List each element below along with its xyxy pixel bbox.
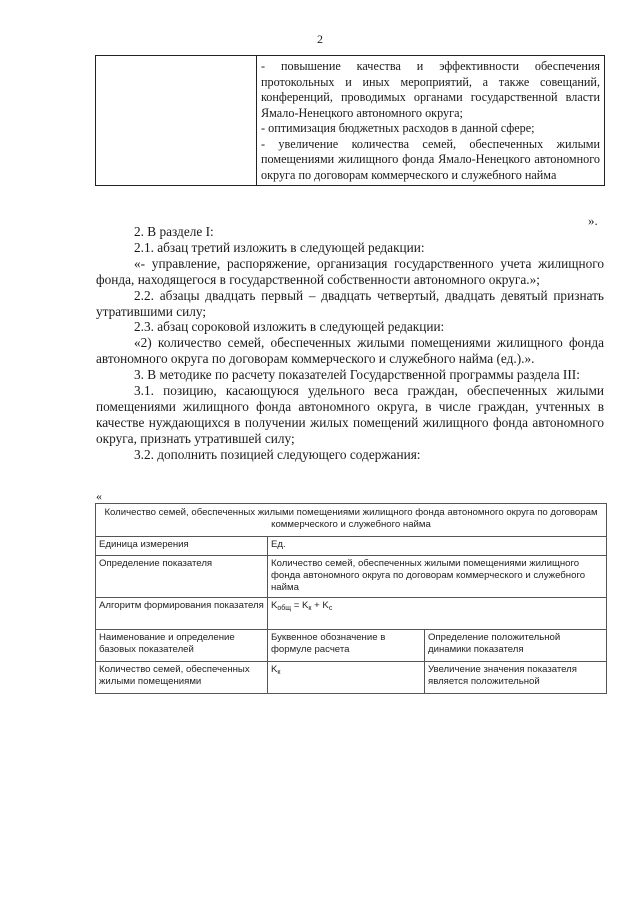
goals-cell: [257, 56, 605, 186]
paragraph-2-2: 2.2. абзацы двадцать первый – двадцать четвертый, двадцать девятый признать утратившими силу;: [96, 287, 604, 319]
col-header-dynamics: Определение положительной динамики показателя: [425, 630, 607, 662]
paragraph-3: 3. В методике по расчету показателей Государственной программы раздела III:: [134, 367, 580, 383]
goals-table-fragment: [95, 55, 605, 186]
base-indicator-name: Количество семей, обеспеченных жилыми помещениями: [96, 662, 268, 694]
unit-value: Ед.: [268, 537, 607, 556]
positive-dynamics: Увеличение значения показателя является положительной: [425, 662, 607, 694]
paragraph-2-3: 2.3. абзац сороковой изложить в следующей редакции:: [134, 319, 445, 335]
unit-label: Единица измерения: [96, 537, 268, 556]
formula: $K_{общ} = K_к + K_с$: [268, 598, 607, 630]
base-indicator-symbol: $K_к$: [268, 662, 425, 694]
col-header-name: Наименование и определение базовых показателей: [96, 630, 268, 662]
opening-quote: «: [96, 489, 102, 503]
indicator-title: Количество семей, обеспеченных жилыми помещениями жилищного фонда автономного округа по договорам коммерческого и служебного найма: [96, 504, 607, 537]
paragraph-3-1: 3.1. позицию, касающуюся удельного веса граждан, обеспеченных жилыми помещениями жилищного фонда автономного округа, в числе граждан, учтенных в качестве нуждающихся в получении жилых помещений жилищного фонда автономного округа, признать утратившей силу;: [96, 383, 604, 446]
page-number: 2: [317, 32, 323, 46]
goal-item-3: - увеличение количества семей, обеспеченных жилыми помещениями жилищного фонда Ямало-Ненецкого автономного округа по договорам коммерческого и служебного найма: [261, 136, 600, 182]
paragraph-2-1-text: «- управление, распоряжение, организация государственного учета жилищного фонда, находящегося в государственной собственности автономного округа.»;: [96, 255, 604, 287]
col-header-symbol: Буквенное обозначение в формуле расчета: [268, 630, 425, 662]
paragraph-2-1: 2.1. абзац третий изложить в следующей редакции:: [134, 239, 425, 255]
goal-item-1: - повышение качества и эффективности обеспечения протокольных и иных мероприятий, а также совещаний, конференций, проводимых органами государственной власти Ямало-Ненецкого автономного округа;: [261, 59, 600, 120]
definition-label: Определение показателя: [96, 556, 268, 598]
amendments-text: [96, 224, 604, 463]
goal-item-2: - оптимизация бюджетных расходов в данной сфере;: [261, 121, 535, 135]
empty-left-cell: [96, 56, 257, 186]
paragraph-2-3-text: «2) количество семей, обеспеченных жилыми помещениями жилищного фонда автономного округа по договорам коммерческого и служебного найма (ед.).».: [96, 335, 604, 367]
paragraph-section-1: 2. В разделе I:: [134, 224, 214, 239]
closing-quote: ».: [588, 213, 598, 228]
indicator-table: [95, 503, 607, 694]
algorithm-label: Алгоритм формирования показателя: [96, 598, 268, 630]
definition-value: Количество семей, обеспеченных жилыми помещениями жилищного фонда автономного округа по договорам коммерческого и служебного найма: [268, 556, 607, 598]
paragraph-3-2: 3.2. дополнить позицией следующего содержания:: [134, 446, 421, 462]
